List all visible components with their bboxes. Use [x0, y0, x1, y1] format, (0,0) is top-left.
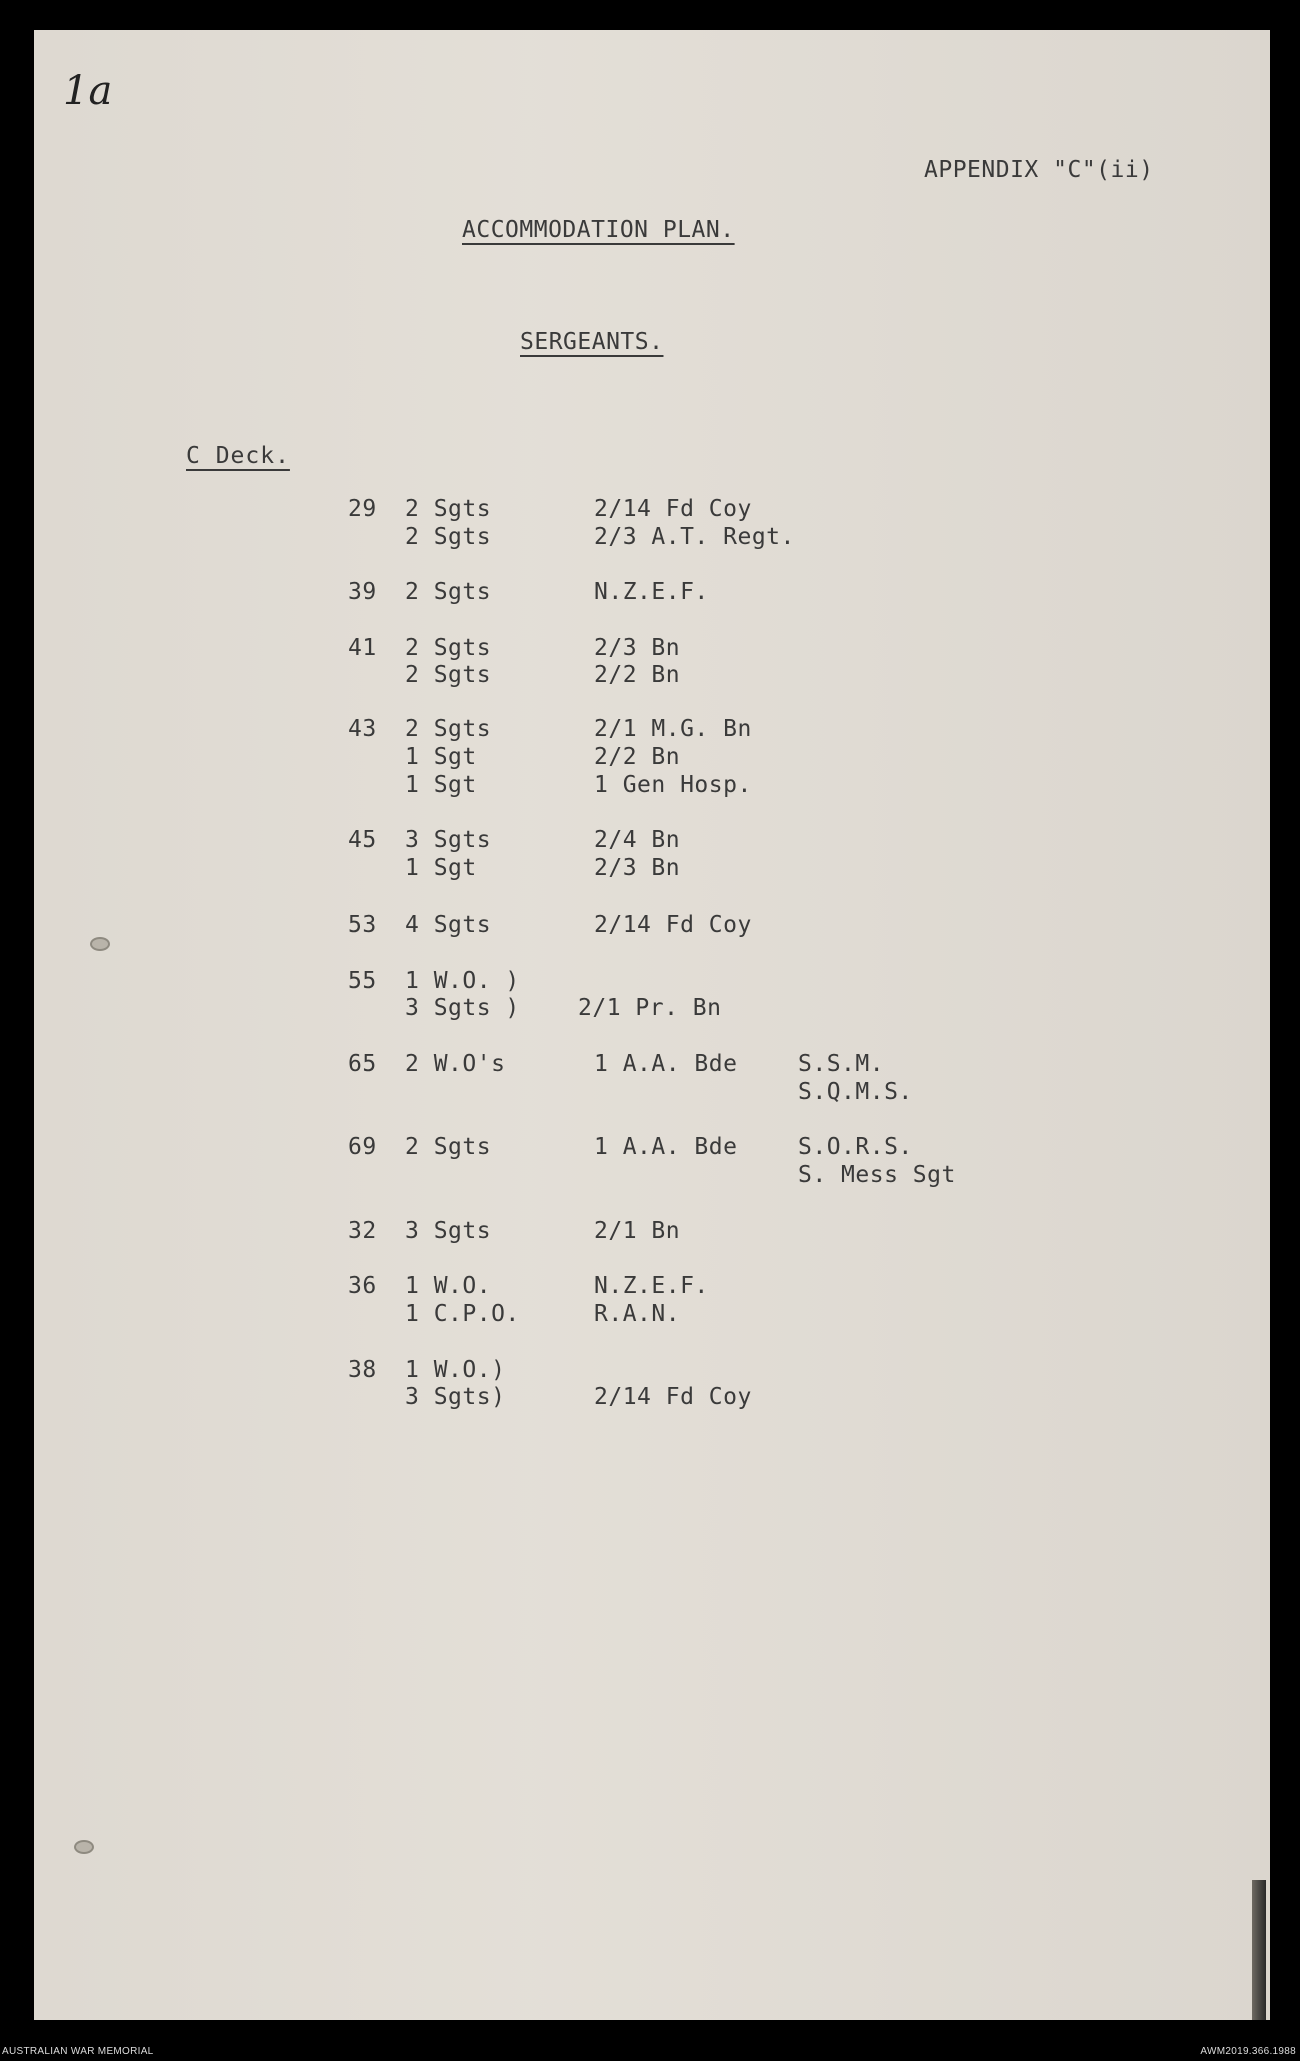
cabin-number: 32	[348, 1218, 377, 1244]
role-note: S.O.R.S.	[798, 1134, 913, 1160]
personnel-count: 1 Sgt	[405, 772, 477, 798]
personnel-count: 2 Sgts	[405, 579, 492, 605]
cabin-number: 39	[348, 579, 377, 605]
unit-name: N.Z.E.F.	[594, 579, 709, 605]
personnel-count: 2 Sgts	[405, 716, 492, 742]
role-note: S.S.M.	[798, 1051, 885, 1077]
cabin-number: 69	[348, 1134, 377, 1160]
footer-accession-number: AWM2019.366.1988	[1200, 2046, 1296, 2057]
punch-hole	[74, 1840, 94, 1854]
unit-name: R.A.N.	[594, 1301, 681, 1327]
cabin-number: 43	[348, 716, 377, 742]
personnel-count: 2 Sgts	[405, 524, 492, 550]
page-edge-shadow	[1252, 1880, 1266, 2020]
personnel-count: 3 Sgts	[405, 827, 492, 853]
unit-name: 2/14 Fd Coy	[594, 912, 752, 938]
personnel-count: 4 Sgts	[405, 912, 492, 938]
unit-name: 2/14 Fd Coy	[594, 1384, 752, 1410]
unit-name: 2/2 Bn	[594, 744, 681, 770]
personnel-count: 2 Sgts	[405, 1134, 492, 1160]
page-title: ACCOMMODATION PLAN.	[462, 217, 735, 243]
cabin-number: 36	[348, 1273, 377, 1299]
footer-institution: AUSTRALIAN WAR MEMORIAL	[2, 2046, 154, 2057]
personnel-count: 1 Sgt	[405, 744, 477, 770]
unit-name: N.Z.E.F.	[594, 1273, 709, 1299]
unit-name: 2/14 Fd Coy	[594, 496, 752, 522]
cabin-number: 45	[348, 827, 377, 853]
personnel-count: 3 Sgts)	[405, 1384, 506, 1410]
cabin-number: 53	[348, 912, 377, 938]
unit-name: 2/3 A.T. Regt.	[594, 524, 795, 550]
personnel-count: 1 Sgt	[405, 855, 477, 881]
punch-hole	[90, 937, 110, 951]
unit-name: 2/1 Bn	[594, 1218, 681, 1244]
personnel-count: 1 W.O. )	[405, 968, 520, 994]
unit-name: 1 Gen Hosp.	[594, 772, 752, 798]
personnel-count: 1 C.P.O.	[405, 1301, 520, 1327]
personnel-count: 2 Sgts	[405, 635, 492, 661]
personnel-count: 2 W.O's	[405, 1051, 506, 1077]
unit-name: 2/1 M.G. Bn	[594, 716, 752, 742]
personnel-count: 3 Sgts	[405, 1218, 492, 1244]
unit-name: 2/3 Bn	[594, 855, 681, 881]
personnel-count: 2 Sgts	[405, 662, 492, 688]
cabin-number: 41	[348, 635, 377, 661]
personnel-count: 2 Sgts	[405, 496, 492, 522]
personnel-count: 1 W.O.	[405, 1273, 492, 1299]
deck-heading: C Deck.	[186, 443, 290, 469]
unit-name: 1 A.A. Bde	[594, 1134, 738, 1160]
unit-name: 2/2 Bn	[594, 662, 681, 688]
cabin-number: 55	[348, 968, 377, 994]
unit-name: 2/3 Bn	[594, 635, 681, 661]
section-heading: SERGEANTS.	[520, 329, 664, 355]
role-note: S. Mess Sgt	[798, 1162, 956, 1188]
cabin-number: 29	[348, 496, 377, 522]
unit-name: 2/4 Bn	[594, 827, 681, 853]
handwritten-page-mark: 1a	[63, 68, 113, 114]
appendix-label: APPENDIX "C"(ii)	[924, 157, 1154, 183]
personnel-count: 1 W.O.)	[405, 1357, 506, 1383]
unit-name: 1 A.A. Bde	[594, 1051, 738, 1077]
cabin-number: 65	[348, 1051, 377, 1077]
role-note: S.Q.M.S.	[798, 1079, 913, 1105]
personnel-count: 3 Sgts )	[405, 995, 520, 1021]
unit-name: 2/1 Pr. Bn	[578, 995, 722, 1021]
cabin-number: 38	[348, 1357, 377, 1383]
